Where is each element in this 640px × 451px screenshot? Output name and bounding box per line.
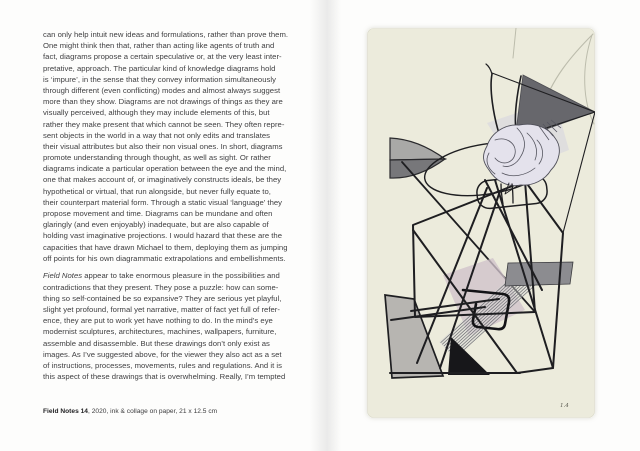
text-line: their counterpart material form. Through a static visual ‘language’ they <box>43 197 283 207</box>
artwork-signature: 1.4 <box>560 403 569 409</box>
text-line: pretative, approach. The particular kind of knowledge diagrams hold <box>43 63 276 73</box>
text-line: thing so self-contained be so expansive? They are serious yet playful, <box>43 293 282 303</box>
text-line: visually perceived, although they may include elements of this, but <box>43 108 270 118</box>
text-line: can only help intuit new ideas and formulations, rather than prove them. <box>43 30 289 39</box>
book-gutter-shadow <box>310 0 348 451</box>
text-line: promote understanding through thought, as well as sight. Or rather <box>43 153 271 163</box>
text-line: of instructions, processes, movements, rules and regulations. And it is <box>43 360 282 370</box>
text-line: glaringly (and even enjoyably) inadequate, but are also capable of <box>43 220 269 230</box>
text-line: contradictions that they present. They pose a puzzle: how can some- <box>43 282 279 292</box>
artwork-drawing <box>367 28 595 418</box>
right-page-artwork <box>367 28 595 418</box>
text-line: sent objects in the world in a way that not only edits and translates <box>43 130 271 140</box>
text-line: diagrams indicate a particular operation between the eye and the mind, <box>43 164 287 174</box>
artwork-caption <box>43 408 217 415</box>
text-line: assemble and disassemble. But these drawings don’t only exist as <box>43 338 270 348</box>
text-line: off points for his own diagrammatic extrapolations and embellishments. <box>43 253 286 263</box>
paragraph-2-remaining-lines <box>43 282 315 383</box>
text-line: rather they make present that which cannot be seen. They often repre- <box>43 119 285 129</box>
text-line: fact, diagrams propose a certain speculative or, at the very least inter- <box>43 52 282 62</box>
text-line: slight yet profound, formal yet narrative, matter of fact yet full of refer- <box>43 305 280 314</box>
text-line: capacities that have drawn Michael to them, deploying them as jumping <box>43 242 288 252</box>
body-text-column <box>43 29 315 382</box>
text-line: more than they show. Diagrams are not drawings of things as they are <box>43 97 283 107</box>
text-line: through different (even conflicting) modes and almost always suggest <box>43 85 281 95</box>
text-line: one that makes account of, or imaginatively constructs ideals, be they <box>43 175 282 185</box>
paragraph-2 <box>43 270 315 382</box>
text-line: One might think then that, rather than acting like agents of truth and <box>43 41 275 51</box>
text-line: their visual attributes but also their non visual ones. In short, diagrams <box>43 141 283 151</box>
text-line: images. As I’ve suggested above, for the viewer they also act as a set <box>43 349 282 359</box>
text-line: hypothetical or virtual, that run alongside, but never fully equate to, <box>43 186 271 196</box>
italic-work-title: Field Notes <box>43 271 83 281</box>
text-line: holding vast imaginative projections. I would hazard that these are the <box>43 231 283 241</box>
text-line: modernist sculptures, architectures, machines, wallpapers, furniture, <box>43 327 277 337</box>
text-line: ence, they are put to work yet have nothing to do. In the mind’s eye <box>43 316 273 326</box>
first-line-rest: appear to take enormous pleasure in the possibilities and <box>82 271 280 281</box>
caption-details: , 2020, ink & collage on paper, 21 x 12.5 cm <box>87 408 218 415</box>
text-line <box>43 270 315 281</box>
caption-title: Field Notes 14 <box>43 408 88 415</box>
text-line: is ‘impure’, in the sense that they convey information simultaneously <box>43 74 276 84</box>
paragraph-1 <box>43 29 315 264</box>
text-line: this aspect of these drawings that is overwhelming. Really, I’m tempted <box>43 372 286 382</box>
text-line: propose movement and time. Diagrams can be mundane and often <box>43 209 273 218</box>
